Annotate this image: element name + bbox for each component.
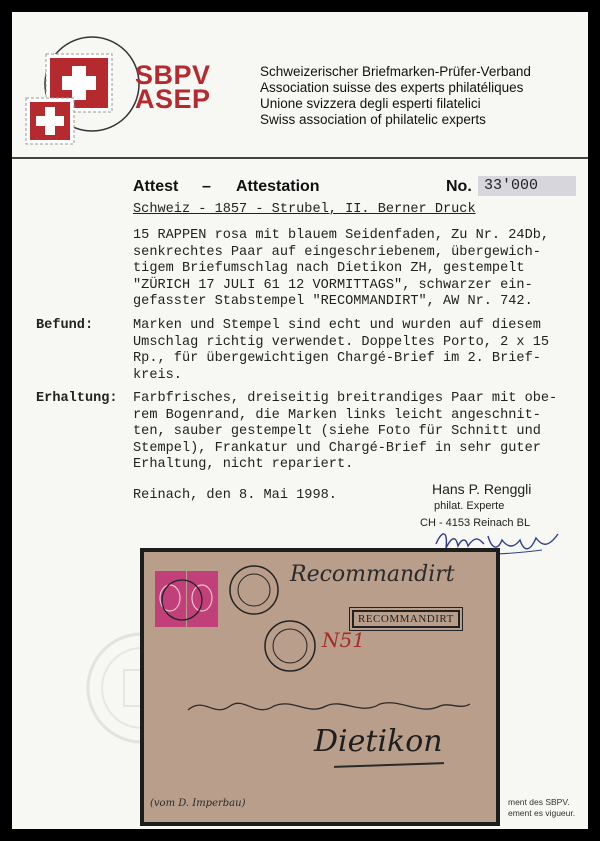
erhaltung-block: [133, 391, 557, 474]
org-name-fr: Association suisse des experts philatéliques: [260, 80, 524, 95]
place-date: Reinach, den 8. Mai 1998.: [133, 488, 337, 503]
underline-flourish: [334, 762, 444, 767]
befund-line: kreis.: [133, 367, 182, 383]
description-line: gefasster Stabstempel "RECOMMANDIRT", AW Nr. 742.: [133, 294, 533, 309]
description-line: "ZÜRICH 17 JULI 61 12 VORMITTAGS", schwarzer ein-: [133, 277, 533, 293]
recommandirt-stamp: RECOMMANDIRT: [352, 610, 460, 628]
red-manuscript-mark: N51: [322, 628, 365, 652]
handwritten-addressee: [184, 692, 474, 722]
befund-label: Befund:: [36, 318, 94, 333]
description-line: tigem Briefumschlag nach Dietikon ZH, gestempelt: [133, 261, 525, 276]
handwritten-recommandirt: Recommandirt: [290, 562, 455, 587]
abbr-asep: ASEP: [135, 84, 211, 114]
sbpv-logo: [22, 32, 140, 150]
description-block: [133, 228, 549, 311]
expert-title: philat. Experte: [434, 500, 505, 512]
abbr-sbpv: SBPV: [135, 60, 211, 90]
attest-label: Attest: [133, 178, 179, 195]
befund-line: Rp., für übergewichtigen Chargé-Brief im 2. Brief-: [133, 351, 541, 366]
befund-block: [133, 318, 549, 384]
subject-line: Schweiz - 1857 - Strubel, II. Berner Druck: [133, 202, 476, 217]
corner-note: (vom D. Imperbau): [150, 798, 246, 809]
round-cancel: [226, 562, 282, 618]
envelope-photo: [140, 548, 500, 826]
expert-name: Hans P. Renggli: [432, 481, 532, 497]
certificate-sheet: [12, 12, 588, 829]
handwritten-dietikon: Dietikon: [314, 724, 443, 759]
certificate-number: 33'000: [478, 176, 576, 196]
erhaltung-label: Erhaltung:: [36, 391, 118, 406]
stamp-pair: [154, 570, 220, 628]
erhaltung-line: Farbfrisches, dreiseitig breitrandiges Paar mit obe-: [133, 391, 558, 406]
erhaltung-line: Stempel), Frankatur und Chargé-Brief in sehr guter: [133, 440, 541, 456]
description-line: 15 RAPPEN rosa mit blauem Seidenfaden, Zu Nr. 24Db,: [133, 228, 550, 243]
erhaltung-line: ten, sauber gestempelt (siehe Foto für Schnitt und: [133, 424, 541, 439]
attest-dash: –: [202, 178, 211, 195]
org-name-it: Unione svizzera degli esperti filatelici: [260, 96, 481, 111]
org-name-de: Schweizerischer Briefmarken-Prüfer-Verband: [260, 64, 531, 79]
description-line: senkrechtes Paar auf eingeschriebenem, übergewich-: [133, 244, 541, 260]
footer-line-1: ment des SBPV.: [508, 797, 570, 807]
org-name-en: Swiss association of philatelic experts: [260, 112, 486, 127]
attestation-label: Attestation: [236, 178, 320, 195]
header-divider: [12, 157, 588, 159]
org-abbreviation: [135, 60, 211, 114]
expert-address: CH - 4153 Reinach BL: [420, 517, 531, 529]
envelope: [144, 552, 496, 822]
round-cancel-2: [260, 616, 320, 676]
befund-line: Marken und Stempel sind echt und wurden auf diesem: [133, 318, 541, 333]
footer-line-2: ement es vigueur.: [508, 808, 576, 818]
befund-line: Umschlag richtig verwendet. Doppeltes Porto, 2 x 15: [133, 334, 550, 350]
number-label: No.: [446, 178, 472, 195]
erhaltung-line: Erhaltung, nicht repariert.: [133, 457, 354, 472]
org-names: [260, 64, 531, 128]
erhaltung-line: rem Bogenrand, die Marken links leicht angeschnit-: [133, 407, 541, 423]
